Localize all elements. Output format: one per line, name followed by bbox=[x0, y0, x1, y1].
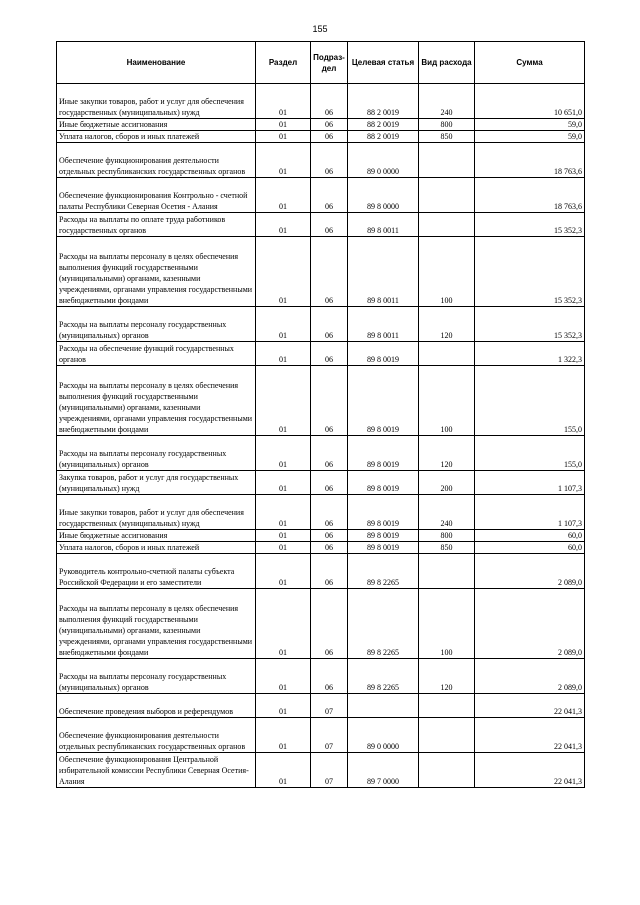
row-expense-kind-cell: 240 bbox=[419, 495, 475, 530]
header-amount: Сумма bbox=[475, 42, 585, 84]
row-section-cell: 01 bbox=[256, 366, 311, 436]
row-target-article-cell: 89 8 0011 bbox=[348, 307, 419, 342]
row-expense-kind-cell bbox=[419, 554, 475, 589]
row-expense-kind-cell bbox=[419, 143, 475, 178]
row-expense-kind-cell bbox=[419, 718, 475, 753]
table-row bbox=[57, 119, 585, 131]
row-subsection-cell: 06 bbox=[311, 119, 348, 131]
row-name-cell: Расходы на выплаты персоналу в целях обеспечения выполнения функций государственными (муниципальными) органами, казенными учреждениями, органами управления государственными внебюджетными фондами bbox=[57, 237, 256, 307]
row-expense-kind-cell bbox=[419, 753, 475, 788]
header-subsection: Подраз-дел bbox=[311, 42, 348, 84]
table-row bbox=[57, 342, 585, 366]
row-subsection-cell: 06 bbox=[311, 436, 348, 471]
row-amount-cell: 1 107,3 bbox=[475, 495, 585, 530]
row-amount-cell: 2 089,0 bbox=[475, 554, 585, 589]
row-name-cell: Закупка товаров, работ и услуг для государственных (муниципальных) нужд bbox=[57, 471, 256, 495]
row-target-article-cell: 88 2 0019 bbox=[348, 84, 419, 119]
row-expense-kind-cell: 120 bbox=[419, 436, 475, 471]
row-name-cell: Иные бюджетные ассигнования bbox=[57, 530, 256, 542]
row-expense-kind-cell: 800 bbox=[419, 530, 475, 542]
row-section-cell: 01 bbox=[256, 119, 311, 131]
row-amount-cell: 18 763,6 bbox=[475, 178, 585, 213]
header-section: Раздел bbox=[256, 42, 311, 84]
table-row bbox=[57, 659, 585, 694]
row-target-article-cell: 89 8 2265 bbox=[348, 554, 419, 589]
row-section-cell: 01 bbox=[256, 471, 311, 495]
table-row bbox=[57, 436, 585, 471]
row-subsection-cell: 06 bbox=[311, 366, 348, 436]
row-target-article-cell: 89 8 0019 bbox=[348, 530, 419, 542]
row-name-cell: Расходы на выплаты персоналу государственных (муниципальных) органов bbox=[57, 436, 256, 471]
row-amount-cell: 22 041,3 bbox=[475, 718, 585, 753]
row-expense-kind-cell: 800 bbox=[419, 119, 475, 131]
row-amount-cell: 1 322,3 bbox=[475, 342, 585, 366]
row-subsection-cell: 06 bbox=[311, 495, 348, 530]
row-expense-kind-cell: 120 bbox=[419, 307, 475, 342]
table-header-row bbox=[57, 42, 585, 84]
table-row bbox=[57, 131, 585, 143]
row-expense-kind-cell: 100 bbox=[419, 366, 475, 436]
row-amount-cell: 60,0 bbox=[475, 530, 585, 542]
row-target-article-cell: 89 8 0011 bbox=[348, 213, 419, 237]
row-subsection-cell: 06 bbox=[311, 307, 348, 342]
row-section-cell: 01 bbox=[256, 178, 311, 213]
row-subsection-cell: 06 bbox=[311, 213, 348, 237]
row-section-cell: 01 bbox=[256, 436, 311, 471]
row-expense-kind-cell: 100 bbox=[419, 589, 475, 659]
table-body bbox=[57, 84, 585, 788]
row-expense-kind-cell bbox=[419, 342, 475, 366]
row-expense-kind-cell: 120 bbox=[419, 659, 475, 694]
row-amount-cell: 22 041,3 bbox=[475, 753, 585, 788]
row-section-cell: 01 bbox=[256, 143, 311, 178]
row-target-article-cell: 89 8 0011 bbox=[348, 237, 419, 307]
row-target-article-cell: 89 0 0000 bbox=[348, 143, 419, 178]
row-expense-kind-cell: 240 bbox=[419, 84, 475, 119]
row-section-cell: 01 bbox=[256, 237, 311, 307]
row-amount-cell: 60,0 bbox=[475, 542, 585, 554]
row-name-cell: Обеспечение функционирования Контрольно - счетной палаты Республики Северная Осетия - Алания bbox=[57, 178, 256, 213]
table-row bbox=[57, 554, 585, 589]
row-expense-kind-cell bbox=[419, 178, 475, 213]
row-name-cell: Иные закупки товаров, работ и услуг для обеспечения государственных (муниципальных) нужд bbox=[57, 495, 256, 530]
row-target-article-cell: 89 0 0000 bbox=[348, 718, 419, 753]
row-target-article-cell: 89 8 0000 bbox=[348, 178, 419, 213]
row-expense-kind-cell bbox=[419, 213, 475, 237]
row-amount-cell: 59,0 bbox=[475, 131, 585, 143]
header-expense-kind: Вид расхода bbox=[419, 42, 475, 84]
row-section-cell: 01 bbox=[256, 84, 311, 119]
row-amount-cell: 1 107,3 bbox=[475, 471, 585, 495]
row-name-cell: Расходы на выплаты по оплате труда работников государственных органов bbox=[57, 213, 256, 237]
row-target-article-cell: 89 8 2265 bbox=[348, 589, 419, 659]
row-section-cell: 01 bbox=[256, 342, 311, 366]
row-amount-cell: 155,0 bbox=[475, 436, 585, 471]
row-target-article-cell bbox=[348, 694, 419, 718]
row-section-cell: 01 bbox=[256, 530, 311, 542]
row-subsection-cell: 06 bbox=[311, 589, 348, 659]
row-target-article-cell: 89 8 0019 bbox=[348, 471, 419, 495]
row-section-cell: 01 bbox=[256, 659, 311, 694]
row-section-cell: 01 bbox=[256, 131, 311, 143]
table-row bbox=[57, 366, 585, 436]
row-amount-cell: 59,0 bbox=[475, 119, 585, 131]
row-name-cell: Иные бюджетные ассигнования bbox=[57, 119, 256, 131]
row-name-cell: Обеспечение функционирования Центральной избирательной комиссии Республики Северная Осетия-Алания bbox=[57, 753, 256, 788]
table-row bbox=[57, 143, 585, 178]
table-row bbox=[57, 718, 585, 753]
row-subsection-cell: 07 bbox=[311, 694, 348, 718]
row-subsection-cell: 06 bbox=[311, 143, 348, 178]
row-name-cell: Обеспечение функционирования деятельности отдельных республиканских государственных органов bbox=[57, 143, 256, 178]
table-row bbox=[57, 530, 585, 542]
table-row bbox=[57, 495, 585, 530]
row-amount-cell: 22 041,3 bbox=[475, 694, 585, 718]
table-row bbox=[57, 753, 585, 788]
row-name-cell: Расходы на выплаты персоналу в целях обеспечения выполнения функций государственными (муниципальными) органами, казенными учреждениями, органами управления государственными внебюджетными фондами bbox=[57, 366, 256, 436]
row-subsection-cell: 07 bbox=[311, 753, 348, 788]
row-section-cell: 01 bbox=[256, 718, 311, 753]
row-subsection-cell: 06 bbox=[311, 84, 348, 119]
row-target-article-cell: 89 8 0019 bbox=[348, 495, 419, 530]
row-name-cell: Уплата налогов, сборов и иных платежей bbox=[57, 131, 256, 143]
row-name-cell: Расходы на выплаты персоналу государственных (муниципальных) органов bbox=[57, 659, 256, 694]
row-subsection-cell: 06 bbox=[311, 131, 348, 143]
row-name-cell: Обеспечение функционирования деятельности отдельных республиканских государственных органов bbox=[57, 718, 256, 753]
row-subsection-cell: 06 bbox=[311, 530, 348, 542]
row-target-article-cell: 89 8 0019 bbox=[348, 542, 419, 554]
row-name-cell: Обеспечение проведения выборов и референдумов bbox=[57, 694, 256, 718]
row-subsection-cell: 06 bbox=[311, 542, 348, 554]
row-target-article-cell: 88 2 0019 bbox=[348, 119, 419, 131]
row-section-cell: 01 bbox=[256, 554, 311, 589]
row-amount-cell: 18 763,6 bbox=[475, 143, 585, 178]
row-target-article-cell: 89 8 0019 bbox=[348, 342, 419, 366]
row-amount-cell: 15 352,3 bbox=[475, 213, 585, 237]
row-section-cell: 01 bbox=[256, 213, 311, 237]
table-row bbox=[57, 307, 585, 342]
row-amount-cell: 2 089,0 bbox=[475, 659, 585, 694]
row-section-cell: 01 bbox=[256, 495, 311, 530]
table-row bbox=[57, 589, 585, 659]
table-row bbox=[57, 213, 585, 237]
row-subsection-cell: 06 bbox=[311, 659, 348, 694]
row-subsection-cell: 06 bbox=[311, 554, 348, 589]
row-name-cell: Расходы на выплаты персоналу в целях обеспечения выполнения функций государственными (муниципальными) органами, казенными учреждениями, органами управления государственными внебюджетными фондами bbox=[57, 589, 256, 659]
budget-table bbox=[56, 41, 585, 788]
row-target-article-cell: 88 2 0019 bbox=[348, 131, 419, 143]
row-section-cell: 01 bbox=[256, 694, 311, 718]
table-row bbox=[57, 694, 585, 718]
row-name-cell: Расходы на обеспечение функций государственных органов bbox=[57, 342, 256, 366]
table-row bbox=[57, 178, 585, 213]
table-row bbox=[57, 471, 585, 495]
row-expense-kind-cell: 100 bbox=[419, 237, 475, 307]
row-expense-kind-cell: 850 bbox=[419, 131, 475, 143]
row-name-cell: Иные закупки товаров, работ и услуг для обеспечения государственных (муниципальных) нужд bbox=[57, 84, 256, 119]
row-target-article-cell: 89 8 2265 bbox=[348, 659, 419, 694]
row-name-cell: Расходы на выплаты персоналу государственных (муниципальных) органов bbox=[57, 307, 256, 342]
row-expense-kind-cell: 850 bbox=[419, 542, 475, 554]
row-subsection-cell: 06 bbox=[311, 471, 348, 495]
table-row bbox=[57, 84, 585, 119]
row-section-cell: 01 bbox=[256, 589, 311, 659]
row-target-article-cell: 89 8 0019 bbox=[348, 366, 419, 436]
row-section-cell: 01 bbox=[256, 307, 311, 342]
row-amount-cell: 155,0 bbox=[475, 366, 585, 436]
row-section-cell: 01 bbox=[256, 542, 311, 554]
row-subsection-cell: 06 bbox=[311, 237, 348, 307]
header-target-article: Целевая статья bbox=[348, 42, 419, 84]
page-number: 155 bbox=[312, 24, 328, 34]
row-amount-cell: 15 352,3 bbox=[475, 237, 585, 307]
header-name: Наименование bbox=[57, 42, 256, 84]
row-expense-kind-cell bbox=[419, 694, 475, 718]
row-amount-cell: 10 651,0 bbox=[475, 84, 585, 119]
table-row bbox=[57, 542, 585, 554]
row-subsection-cell: 06 bbox=[311, 342, 348, 366]
row-expense-kind-cell: 200 bbox=[419, 471, 475, 495]
row-target-article-cell: 89 7 0000 bbox=[348, 753, 419, 788]
row-section-cell: 01 bbox=[256, 753, 311, 788]
row-amount-cell: 15 352,3 bbox=[475, 307, 585, 342]
row-name-cell: Руководитель контрольно-счетной палаты субъекта Российской Федерации и его заместители bbox=[57, 554, 256, 589]
table-row bbox=[57, 237, 585, 307]
row-name-cell: Уплата налогов, сборов и иных платежей bbox=[57, 542, 256, 554]
row-subsection-cell: 07 bbox=[311, 718, 348, 753]
row-target-article-cell: 89 8 0019 bbox=[348, 436, 419, 471]
row-amount-cell: 2 089,0 bbox=[475, 589, 585, 659]
row-subsection-cell: 06 bbox=[311, 178, 348, 213]
